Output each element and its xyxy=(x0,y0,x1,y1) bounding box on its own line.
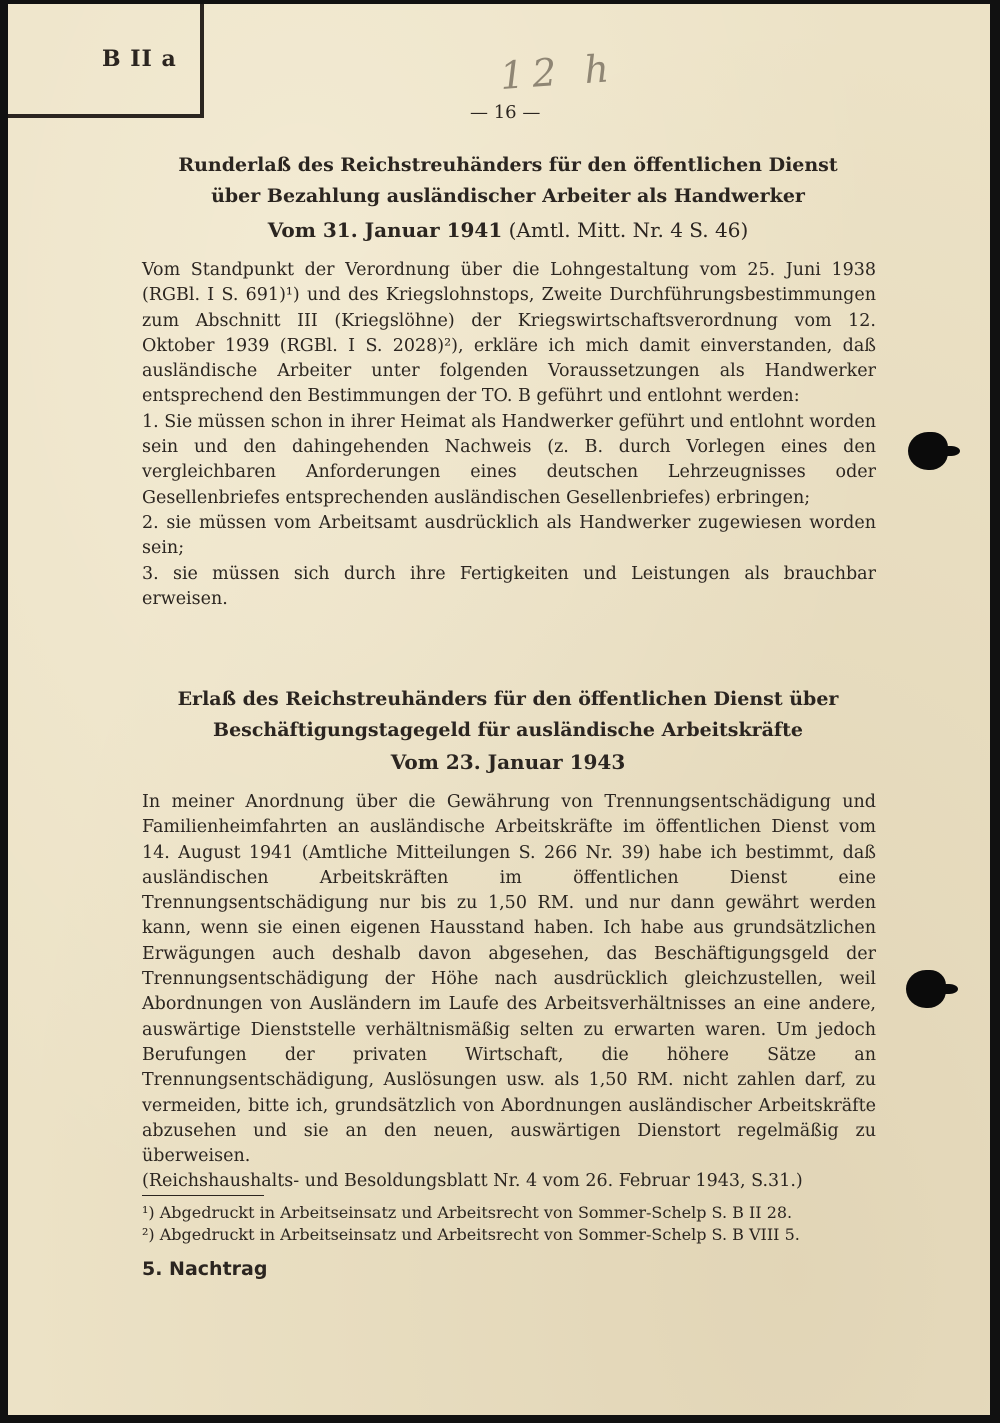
section1-date-bold: Vom 31. Januar 1941 xyxy=(267,218,503,242)
section2-text: In meiner Anordnung über die Gewährung von Trennungsentschädigung und Familienheimfahrten an ausländische Arbeitskräfte im öffentlichen Dienst vom 14. August 1941 (Amtliche Mitteilungen S. 266 Nr. 39) habe ich bestimmt, daß ausländischen Arbeitskräften im öffentlichen Dienst eine Trennungsentschädigung nur bis zu 1,50 RM. und nur dann gewährt werden kann, wenn sie einen eigenen Hausstand haben. Ich habe aus grundsätzlichen Erwägungen auch deshalb davon abgesehen, das Beschäftigungsgeld der Trennungsentschädigung der Höhe nach ausdrücklich gleichzustellen, weil Abordnungen von Ausländern im Laufe des Arbeitsverhältnisses an eine andere, auswärtige Dienststelle verhältnismäßig selten zu erwarten waren. Um jedoch Berufungen der privaten Wirtschaft, die höhere Sätze an Trennungsentschädigung, Auslösungen usw. als 1,50 RM. nicht zahlen darf, zu vermeiden, bitte ich, grundsätzlich von Abordnungen ausländischer Arbeitskräfte abzusehen und sie an den neuen, auswärtigen Dienstort regelmäßig zu überweisen. xyxy=(142,792,876,1167)
section2-title-line1: Erlaß des Reichstreuhänders für den öffentlichen Dienst über xyxy=(177,688,839,710)
footnote: ²) Abgedruckt in Arbeitseinsatz und Arbeitsrecht von Sommer-Schelp S. B VIII 5. xyxy=(142,1225,800,1244)
footnote: ¹) Abgedruckt in Arbeitseinsatz und Arbeitsrecht von Sommer-Schelp S. B II 28. xyxy=(142,1203,793,1222)
supplement-label: 5. Nachtrag xyxy=(142,1258,268,1280)
section1-date-ref: (Amtl. Mitt. Nr. 4 S. 46) xyxy=(508,218,749,242)
section2-body xyxy=(142,790,876,1195)
section2-title-line2: Beschäftigungstagegeld für ausländische Arbeitskräfte xyxy=(213,719,803,741)
section2-source: (Reichshaushalts- und Besoldungsblatt Nr. 4 vom 26. Februar 1943, S.31.) xyxy=(142,1171,803,1192)
punch-hole-icon xyxy=(906,970,946,1008)
document-page xyxy=(8,4,990,1415)
section1-title-line2: über Bezahlung ausländischer Arbeiter als Handwerker xyxy=(211,185,805,207)
section1-condition: 3. sie müssen sich durch ihre Fertigkeiten und Leistungen als brauchbar erweisen. xyxy=(142,563,876,609)
section1-intro: Vom Standpunkt der Verordnung über die Lohngestaltung vom 25. Juni 1938 (RGBl. I S. 691)¹) und des Kriegslohnstops, Zweite Durchführungsbestimmungen zum Abschnitt III (Kriegslöhne) der Kriegswirtschaftsverordnung vom 12. Oktober 1939 (RGBl. I S. 2028)²), erkläre ich mich damit einverstanden, daß ausländische Arbeiter unter folgenden Voraussetzungen als Handwerker entsprechend den Bestimmungen der TO. B geführt und entlohnt werden: xyxy=(142,260,876,407)
section-tab-box xyxy=(8,4,204,118)
footnote-divider xyxy=(142,1195,264,1196)
punch-hole-icon xyxy=(908,432,948,470)
section1-body xyxy=(142,258,876,612)
section1-title-line1: Runderlaß des Reichstreuhänders für den öffentlichen Dienst xyxy=(178,154,838,176)
page-number: — 16 — xyxy=(470,102,541,123)
section-tab-label: B II a xyxy=(102,46,177,72)
section2-date: Vom 23. Januar 1943 xyxy=(390,750,626,774)
handwritten-note: 12 h xyxy=(498,45,619,99)
section1-condition: 1. Sie müssen schon in ihrer Heimat als Handwerker geführt und entlohnt worden sein und den dahingehenden Nachweis (z. B. durch Vorlegen eines den vergleichbaren Anforderungen eines deutschen Lehrzeugnisses oder Gesellenbriefes entsprechenden ausländischen Gesellenbriefes) erbringen; xyxy=(142,411,876,508)
section1-condition: 2. sie müssen vom Arbeitsamt ausdrücklich als Handwerker zugewiesen worden sein; xyxy=(142,512,876,559)
footnotes xyxy=(142,1202,872,1246)
section1-date xyxy=(108,218,908,242)
